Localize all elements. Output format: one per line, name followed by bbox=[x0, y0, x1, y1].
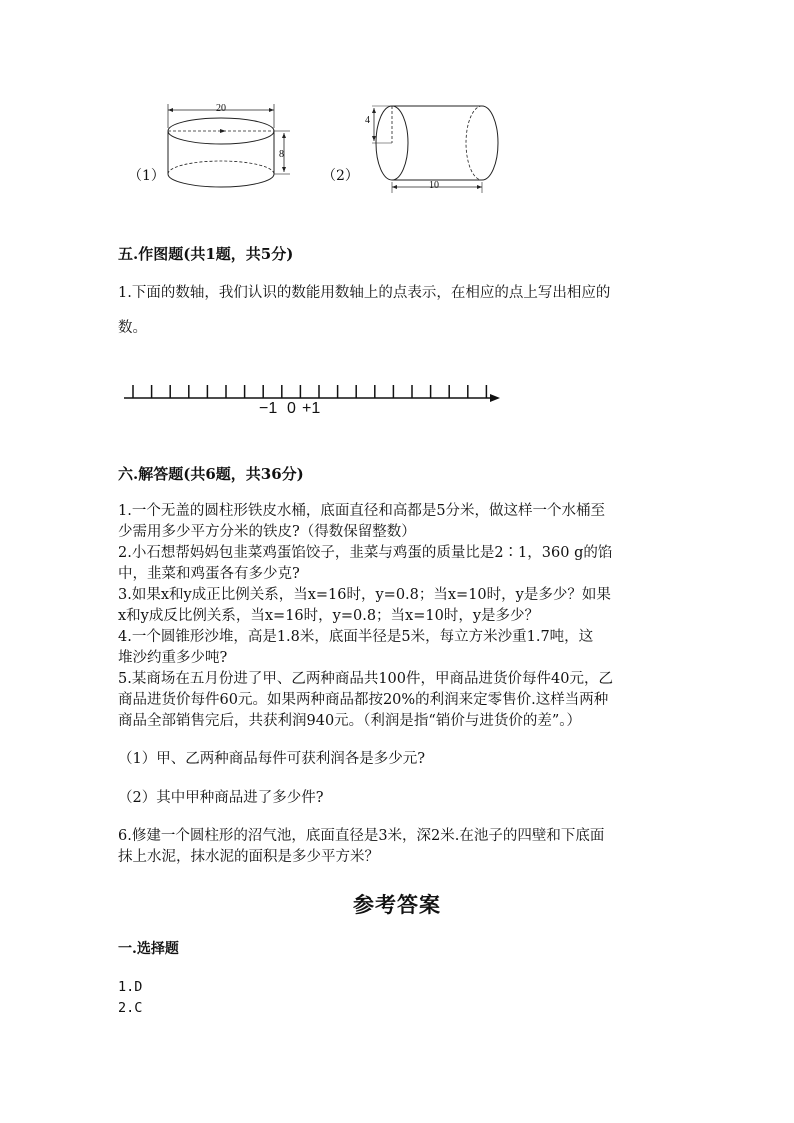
question-5-line-3: 商品全部销售完后，共获利润940元。（利润是指“销价与进货价的差”。） bbox=[118, 713, 581, 729]
question-4-line-2: 堆沙约重多少吨? bbox=[118, 650, 228, 666]
question-2-line-2: 中，韭菜和鸡蛋各有多少克? bbox=[118, 566, 300, 582]
figure-1-side-dimension: 8 bbox=[279, 149, 284, 160]
question-5-line-1: 5.某商场在五月份进了甲、乙两种商品共100件，甲商品进货价每件40元，乙 bbox=[118, 671, 613, 687]
section-5-heading: 五.作图题(共1题，共5分) bbox=[118, 245, 294, 263]
answer-section-1-heading: 一.选择题 bbox=[118, 941, 179, 957]
question-6-line-1: 6.修建一个圆柱形的沼气池，底面直径是3米，深2米.在池子的四壁和下底面 bbox=[118, 828, 605, 844]
figure-1-label: （1） bbox=[128, 168, 165, 184]
figure-2-label: （2） bbox=[322, 168, 359, 184]
question-3-line-1: 3.如果x和y成正比例关系，当x=16时，y=0.8；当x=10时，y是多少？如果 bbox=[118, 587, 611, 603]
question-6 bbox=[118, 826, 678, 868]
number-line-ticks bbox=[133, 385, 486, 398]
section-5-question-1 bbox=[118, 283, 678, 304]
question-5-line-2: 商品进货价每件60元。如果两种商品都按20%的利润来定零售价.这样当两种 bbox=[118, 692, 609, 708]
question-line: 数。 bbox=[118, 320, 147, 336]
figure-1-top-dimension: 20 bbox=[216, 103, 226, 114]
answer-list bbox=[118, 977, 142, 1019]
section-5-question-1-cont bbox=[118, 318, 678, 339]
question-1-line-2: 少需用多少平方分米的铁皮?（得数保留整数） bbox=[118, 524, 416, 540]
question-5-sub-2: （2）其中甲种商品进了多少件? bbox=[118, 790, 324, 806]
question-3-line-2: x和y成反比例关系，当x=16时，y=0.8；当x=10时，y是多少？ bbox=[118, 608, 540, 624]
question-5-sub-1: （1）甲、乙两种商品每件可获利润各是多少元? bbox=[118, 751, 425, 767]
question-2-line-1: 2.小石想帮妈妈包韭菜鸡蛋馅饺子，韭菜与鸡蛋的质量比是2∶1，360 g的馅 bbox=[118, 545, 613, 561]
axis-label-plus-one: +1 bbox=[302, 400, 321, 417]
figure-1-cylinder bbox=[160, 98, 300, 193]
question-4-line-1: 4.一个圆锥形沙堆，高是1.8米，底面半径是5米，每立方米沙重1.7吨，这 bbox=[118, 629, 594, 645]
answer-item-2: 2.C bbox=[118, 1000, 143, 1016]
axis-label-minus-one: −1 bbox=[259, 400, 278, 417]
section-6-heading: 六.解答题(共6题，共36分) bbox=[118, 465, 304, 483]
answer-title: 参考答案 bbox=[353, 892, 441, 917]
question-line: 1.下面的数轴，我们认识的数能用数轴上的点表示，在相应的点上写出相应的 bbox=[118, 285, 611, 301]
figure-2-bottom-dimension: 10 bbox=[429, 180, 439, 191]
question-1-line-1: 1.一个无盖的圆柱形铁皮水桶，底面直径和高都是5分米，做这样一个水桶至 bbox=[118, 503, 606, 519]
answer-item-1: 1.D bbox=[118, 979, 143, 995]
question-6-line-2: 抹上水泥，抹水泥的面积是多少平方米？ bbox=[118, 849, 379, 865]
figure-2-left-dimension: 4 bbox=[365, 115, 370, 126]
axis-label-zero: 0 bbox=[287, 400, 296, 417]
section-6-questions bbox=[118, 501, 678, 732]
